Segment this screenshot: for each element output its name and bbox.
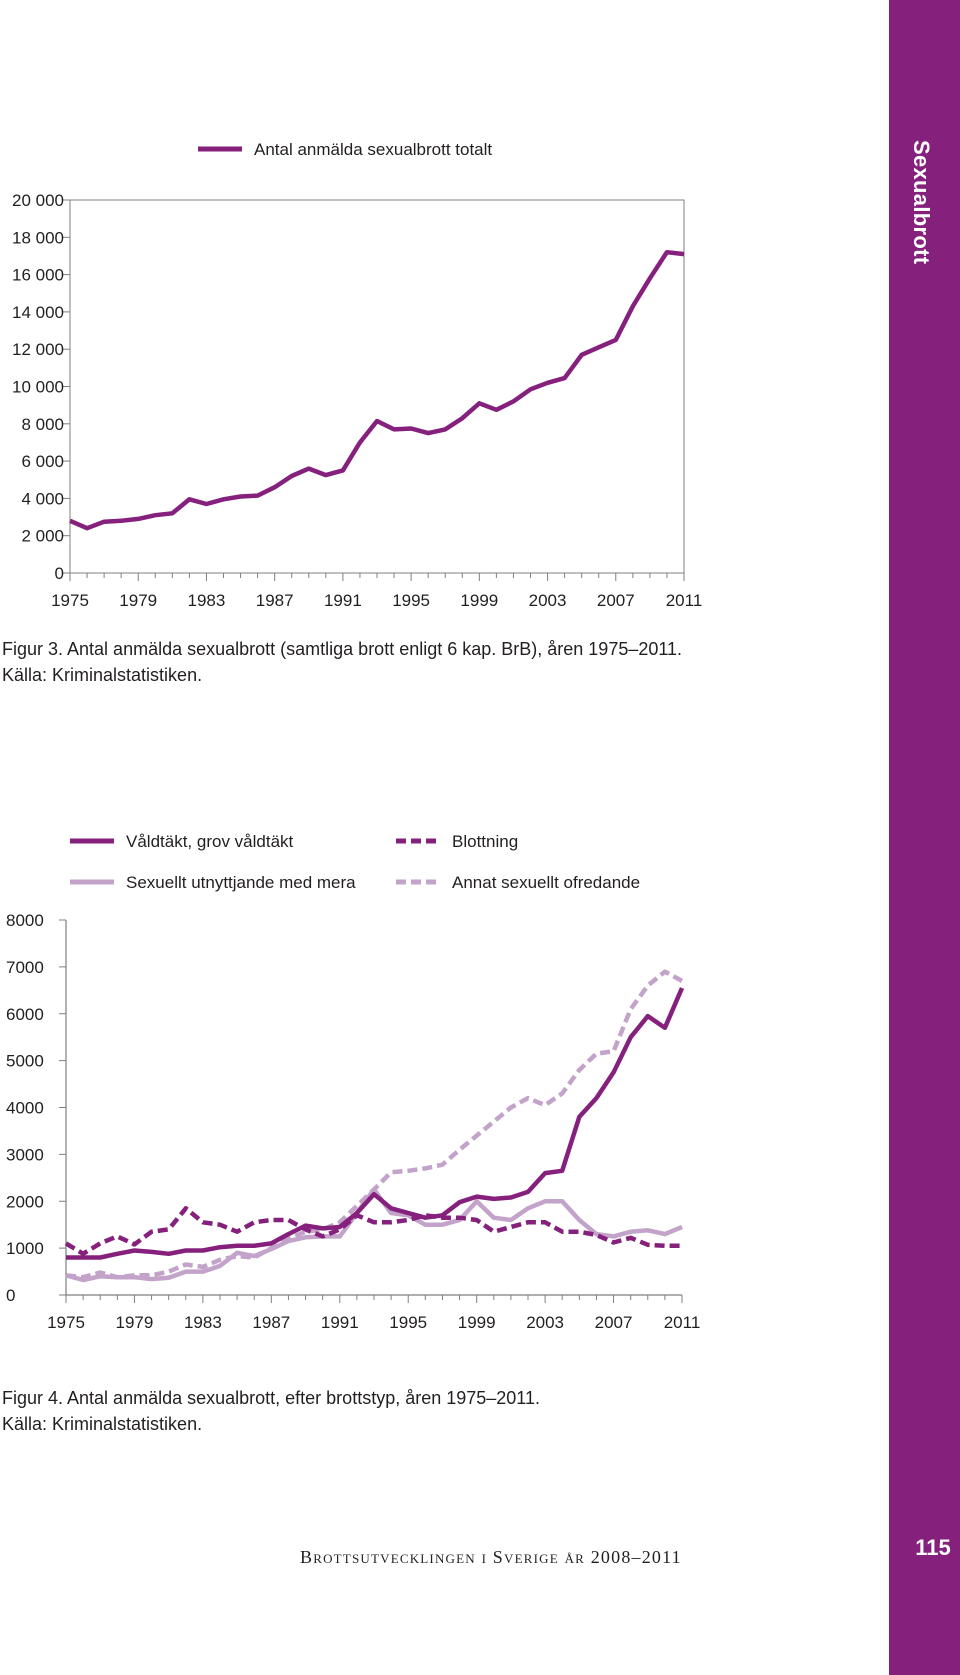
section-title: Sexualbrott bbox=[909, 140, 934, 265]
legend-label: Annat sexuellt ofredande bbox=[452, 873, 641, 892]
x-tick-label: 1975 bbox=[51, 591, 89, 610]
y-tick-label: 0 bbox=[54, 564, 64, 583]
y-tick-label: 6 000 bbox=[21, 452, 64, 472]
legend-label: Blottning bbox=[452, 832, 519, 851]
legend-label: Våldtäkt, grov våldtäkt bbox=[126, 832, 294, 851]
page-number: 115 bbox=[915, 1535, 951, 1560]
y-tick-label: 12 000 bbox=[12, 340, 64, 360]
series-line-våldtäkt-grov-våldtäkt bbox=[66, 988, 682, 1258]
x-tick-label: 2011 bbox=[665, 591, 703, 610]
x-tick-label: 1979 bbox=[119, 591, 158, 610]
figure4-caption-line2: Källa: Kriminalstatistiken. bbox=[2, 1414, 203, 1434]
y-tick-label: 8000 bbox=[6, 911, 44, 930]
y-tick-label: 18 000 bbox=[12, 228, 64, 248]
x-tick-label: 1983 bbox=[183, 1313, 222, 1332]
x-tick-label: 2003 bbox=[526, 1313, 565, 1332]
y-tick-label: 2 000 bbox=[21, 526, 64, 546]
x-tick-label: 2007 bbox=[594, 1313, 633, 1332]
x-tick-label: 2011 bbox=[663, 1313, 701, 1332]
legend-label: Sexuellt utnyttjande med mera bbox=[126, 873, 356, 892]
x-tick-label: 1979 bbox=[115, 1313, 154, 1332]
y-tick-label: 16 000 bbox=[12, 265, 64, 285]
y-tick-label: 5000 bbox=[6, 1051, 44, 1071]
y-tick-label: 6000 bbox=[6, 1004, 44, 1024]
x-tick-label: 1999 bbox=[457, 1313, 496, 1332]
x-tick-label: 1991 bbox=[320, 1313, 359, 1332]
y-tick-label: 20 000 bbox=[12, 191, 64, 210]
x-tick-label: 1987 bbox=[252, 1313, 291, 1332]
y-tick-label: 4000 bbox=[6, 1098, 44, 1118]
x-tick-label: 1987 bbox=[255, 591, 294, 610]
x-tick-label: 1983 bbox=[187, 591, 226, 610]
x-tick-label: 1991 bbox=[323, 591, 362, 610]
y-tick-label: 8 000 bbox=[21, 414, 64, 434]
y-tick-label: 4 000 bbox=[21, 489, 64, 509]
x-tick-label: 1999 bbox=[460, 591, 499, 610]
y-tick-label: 0 bbox=[6, 1286, 16, 1305]
x-tick-label: 1995 bbox=[392, 591, 431, 610]
y-tick-label: 1000 bbox=[6, 1239, 44, 1259]
y-tick-label: 2000 bbox=[6, 1192, 44, 1212]
x-tick-label: 2003 bbox=[528, 591, 567, 610]
y-tick-label: 10 000 bbox=[12, 377, 64, 397]
x-tick-label: 2007 bbox=[596, 591, 635, 610]
running-footer: Brottsutvecklingen i Sverige år 2008–2011 bbox=[300, 1547, 682, 1567]
y-tick-label: 7000 bbox=[6, 957, 44, 977]
legend-label: Antal anmälda sexualbrott totalt bbox=[254, 140, 493, 159]
x-tick-label: 1995 bbox=[389, 1313, 428, 1332]
x-tick-label: 1975 bbox=[47, 1313, 85, 1332]
figure3-caption: Figur 3. Antal anmälda sexualbrott (samtliga brott enligt 6 kap. BrB), åren 1975–2011. Källa: Kriminalstatistiken. bbox=[2, 639, 683, 685]
y-tick-label: 3000 bbox=[6, 1145, 44, 1165]
figure4-caption-line1: Figur 4. Antal anmälda sexualbrott, efter brottstyp, åren 1975–2011. bbox=[2, 1388, 540, 1408]
y-tick-label: 14 000 bbox=[12, 302, 64, 322]
